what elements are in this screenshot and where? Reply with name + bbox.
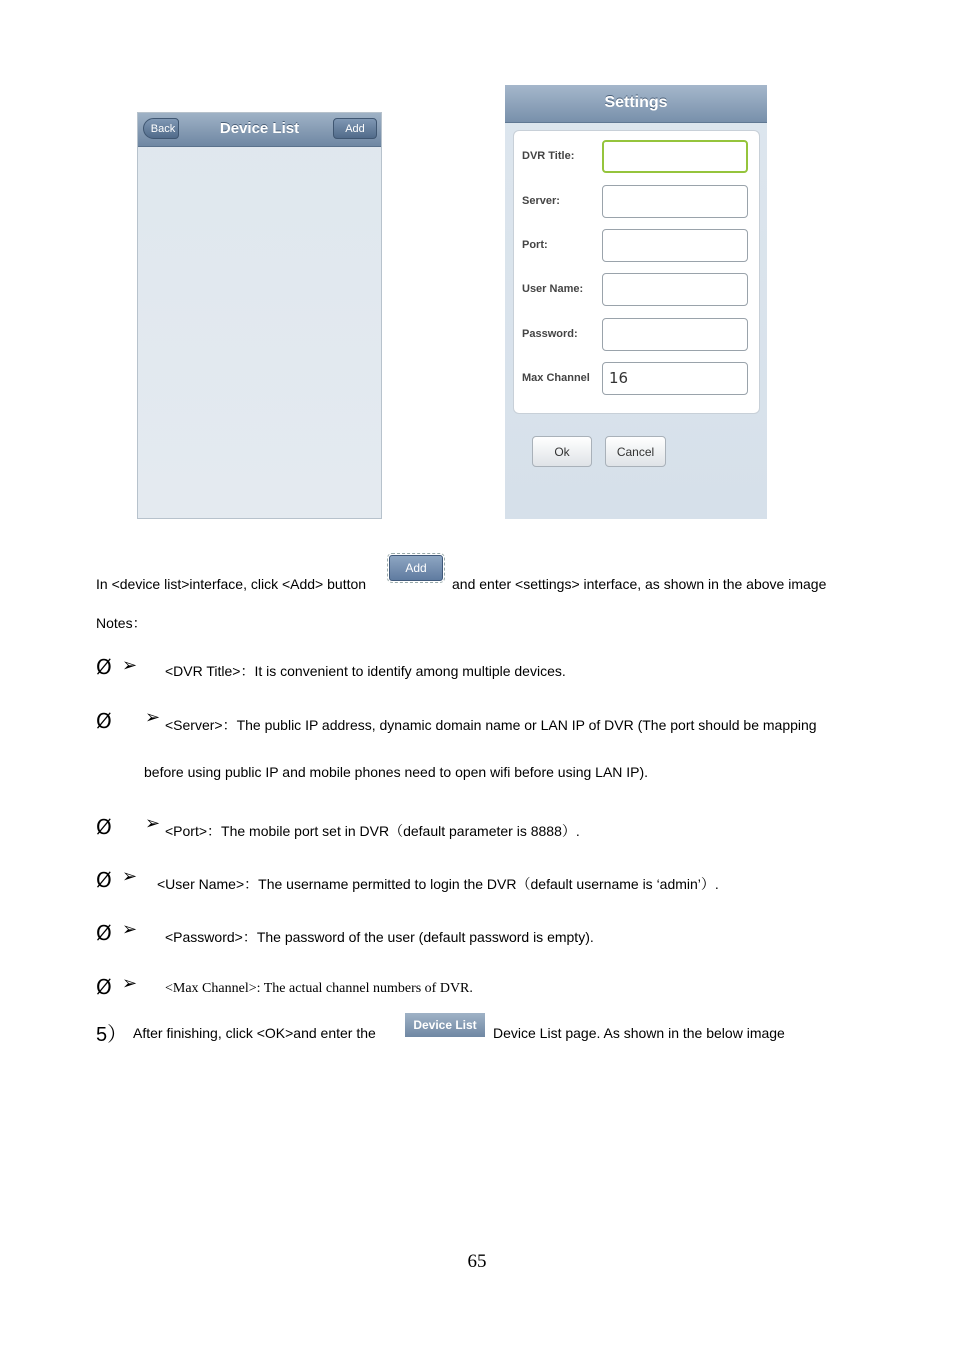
field-row-password — [514, 318, 759, 352]
bullet-icon: Ø — [96, 709, 112, 733]
bullet-icon: Ø — [96, 975, 112, 999]
inline-add-button-image: Add — [389, 555, 443, 581]
arrow-bullet-icon: ➢ — [145, 813, 161, 834]
field-row-server — [514, 185, 759, 219]
intro-text-after: and enter <settings> interface, as shown in the above image — [452, 576, 827, 592]
settings-screenshot — [505, 85, 767, 519]
page-number: 65 — [467, 1251, 487, 1272]
field-row-dvr-title — [514, 140, 759, 174]
ok-button[interactable]: Ok — [532, 436, 592, 467]
arrow-bullet-icon: ➢ — [122, 919, 138, 940]
note-dvr-title: <DVR Title>：It is convenient to identify among multiple devices. — [165, 663, 566, 679]
add-button[interactable]: Add — [333, 118, 377, 139]
port-input[interactable] — [602, 229, 748, 262]
password-input[interactable] — [602, 318, 748, 351]
device-list-screenshot — [137, 112, 382, 519]
bullet-icon: Ø — [96, 921, 112, 945]
cancel-button[interactable]: Cancel — [605, 436, 666, 467]
back-button[interactable]: Back — [143, 118, 179, 139]
bullet-icon: Ø — [96, 815, 112, 839]
notes-heading: Notes： — [96, 615, 147, 631]
field-row-port — [514, 229, 759, 263]
bullet-icon: Ø — [96, 868, 112, 892]
settings-form — [513, 130, 760, 414]
dvr-title-label: DVR Title: — [522, 150, 575, 162]
step-text-after: Device List page. As shown in the below image — [493, 1025, 785, 1041]
step-text-before: After finishing, click <OK>and enter the — [133, 1025, 376, 1041]
note-server-line2: before using public IP and mobile phones need to open wifi before using LAN IP). — [144, 764, 649, 780]
user-name-input[interactable] — [602, 273, 748, 306]
note-user-name: <User Name>：The username permitted to login the DVR（default username is ‘admin’）. — [157, 876, 719, 892]
intro-text-before: In <device list>interface, click <Add> button — [96, 576, 367, 592]
field-row-max-channel — [514, 362, 759, 396]
note-max-channel: <Max Channel>: The actual channel numbers of DVR. — [165, 981, 473, 996]
field-row-user-name — [514, 273, 759, 307]
bullet-icon: Ø — [96, 655, 112, 679]
max-channel-label: Max Channel — [522, 372, 590, 384]
arrow-bullet-icon: ➢ — [122, 973, 138, 994]
max-channel-input[interactable]: 16 — [602, 362, 748, 395]
settings-title: Settings — [604, 94, 668, 111]
step-number: 5） — [96, 1024, 128, 1046]
note-password: <Password>：The password of the user (default password is empty). — [165, 929, 594, 945]
arrow-bullet-icon: ➢ — [122, 866, 138, 887]
server-label: Server: — [522, 195, 560, 207]
device-list-navbar — [138, 113, 381, 147]
settings-header — [505, 85, 767, 123]
port-label: Port: — [522, 239, 548, 251]
server-input[interactable] — [602, 185, 748, 218]
arrow-bullet-icon: ➢ — [145, 707, 161, 728]
inline-device-list-image: Device List — [405, 1013, 485, 1037]
user-name-label: User Name: — [522, 283, 584, 295]
note-server-line1: <Server>：The public IP address, dynamic domain name or LAN IP of DVR (The port should be mapping — [165, 717, 817, 733]
arrow-bullet-icon: ➢ — [122, 655, 138, 676]
device-list-title: Device List — [219, 120, 300, 137]
dvr-title-input[interactable] — [602, 140, 748, 173]
note-port: <Port>：The mobile port set in DVR（default parameter is 8888）. — [165, 823, 580, 839]
password-label: Password: — [522, 328, 578, 340]
